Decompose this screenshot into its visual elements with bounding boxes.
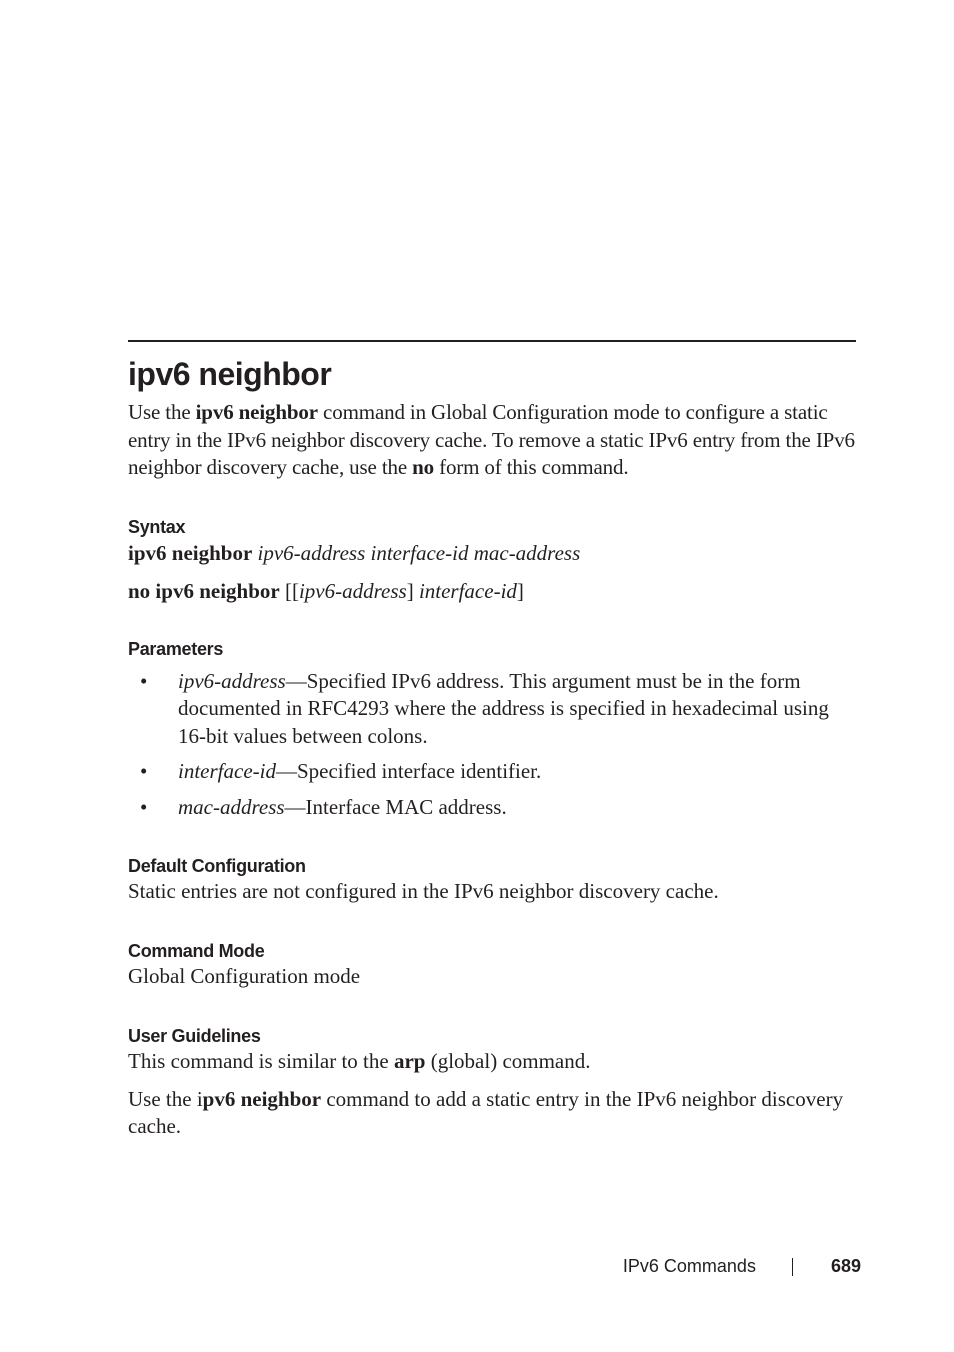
syntax-arg-interface: interface-id: [418, 579, 517, 603]
guideline-text: This command is similar to the: [128, 1049, 394, 1073]
bullet-icon: •: [140, 759, 148, 783]
guideline-text: command to add a static entry in the IPv6 neighbor discovery cache.: [128, 1086, 844, 1138]
default-config-text: Static entries are not configured in the IPv6 neighbor discovery cache.: [128, 879, 719, 903]
guideline-command: pv6 neighbor: [202, 1086, 322, 1111]
guideline-paragraph-2: [128, 1086, 858, 1141]
bullet-icon: •: [140, 668, 148, 693]
parameter-term: interface-id: [178, 759, 276, 783]
syntax-bracket-mid: ]: [406, 579, 414, 603]
parameter-desc: —Specified interface identifier.: [275, 759, 542, 783]
parameter-desc: —Specified IPv6 address. This argument must be in the form documented in RFC4293 where the address is specified in hexadecimal using 16-bit values between colons.: [178, 668, 829, 748]
syntax-line-1: [128, 540, 858, 568]
parameter-term: mac-address: [178, 794, 285, 819]
page-content: [128, 352, 858, 1141]
syntax-bracket-close: ]: [516, 579, 524, 603]
page-footer: [623, 1256, 861, 1277]
syntax-cmd-1: ipv6 neighbor: [128, 540, 253, 565]
guideline-text: Use the i: [128, 1086, 203, 1111]
bullet-icon: •: [140, 794, 148, 819]
parameter-item: [128, 794, 858, 822]
syntax-cmd-2: no ipv6 neighbor: [128, 579, 280, 603]
default-config-heading: Default Configuration: [128, 856, 306, 876]
parameter-item: [128, 758, 858, 786]
syntax-bracket-open: [[: [284, 579, 299, 603]
intro-text-3: form of this command.: [434, 455, 629, 479]
parameter-desc: —Interface MAC address.: [284, 794, 507, 819]
guideline-arp-command: arp: [393, 1049, 426, 1073]
command-mode-text: Global Configuration mode: [128, 963, 361, 988]
intro-paragraph: [128, 399, 858, 482]
footer-separator: [792, 1258, 793, 1276]
intro-no-keyword: no: [412, 455, 435, 479]
user-guidelines-heading: User Guidelines: [128, 1026, 261, 1046]
syntax-args-1: ipv6-address interface-id mac-address: [257, 540, 581, 565]
title-rule: [128, 340, 856, 342]
syntax-line-2: [128, 578, 858, 606]
parameters-list: [128, 668, 858, 822]
intro-command: ipv6 neighbor: [195, 400, 318, 424]
intro-text-2: command in Global Configuration mode to configure a static entry in the IPv6 neighbor discovery cache. To remove a static IPv6 entry from the IPv6 neighbor discovery cache, use the: [128, 400, 855, 479]
guideline-text: (global) command.: [425, 1049, 591, 1073]
footer-section-title: IPv6 Commands: [622, 1256, 756, 1276]
parameters-heading: Parameters: [128, 638, 224, 659]
syntax-arg-ipv6: ipv6-address: [298, 579, 407, 603]
syntax-heading: Syntax: [128, 516, 186, 537]
page-number: 689: [830, 1256, 861, 1276]
command-mode-heading: Command Mode: [128, 940, 265, 961]
page-title: ipv6 neighbor: [128, 356, 332, 392]
intro-text-1: Use the: [128, 400, 196, 424]
parameter-item: [128, 668, 858, 751]
guideline-paragraph-1: [128, 1048, 858, 1076]
parameter-term: ipv6-address: [178, 668, 286, 693]
